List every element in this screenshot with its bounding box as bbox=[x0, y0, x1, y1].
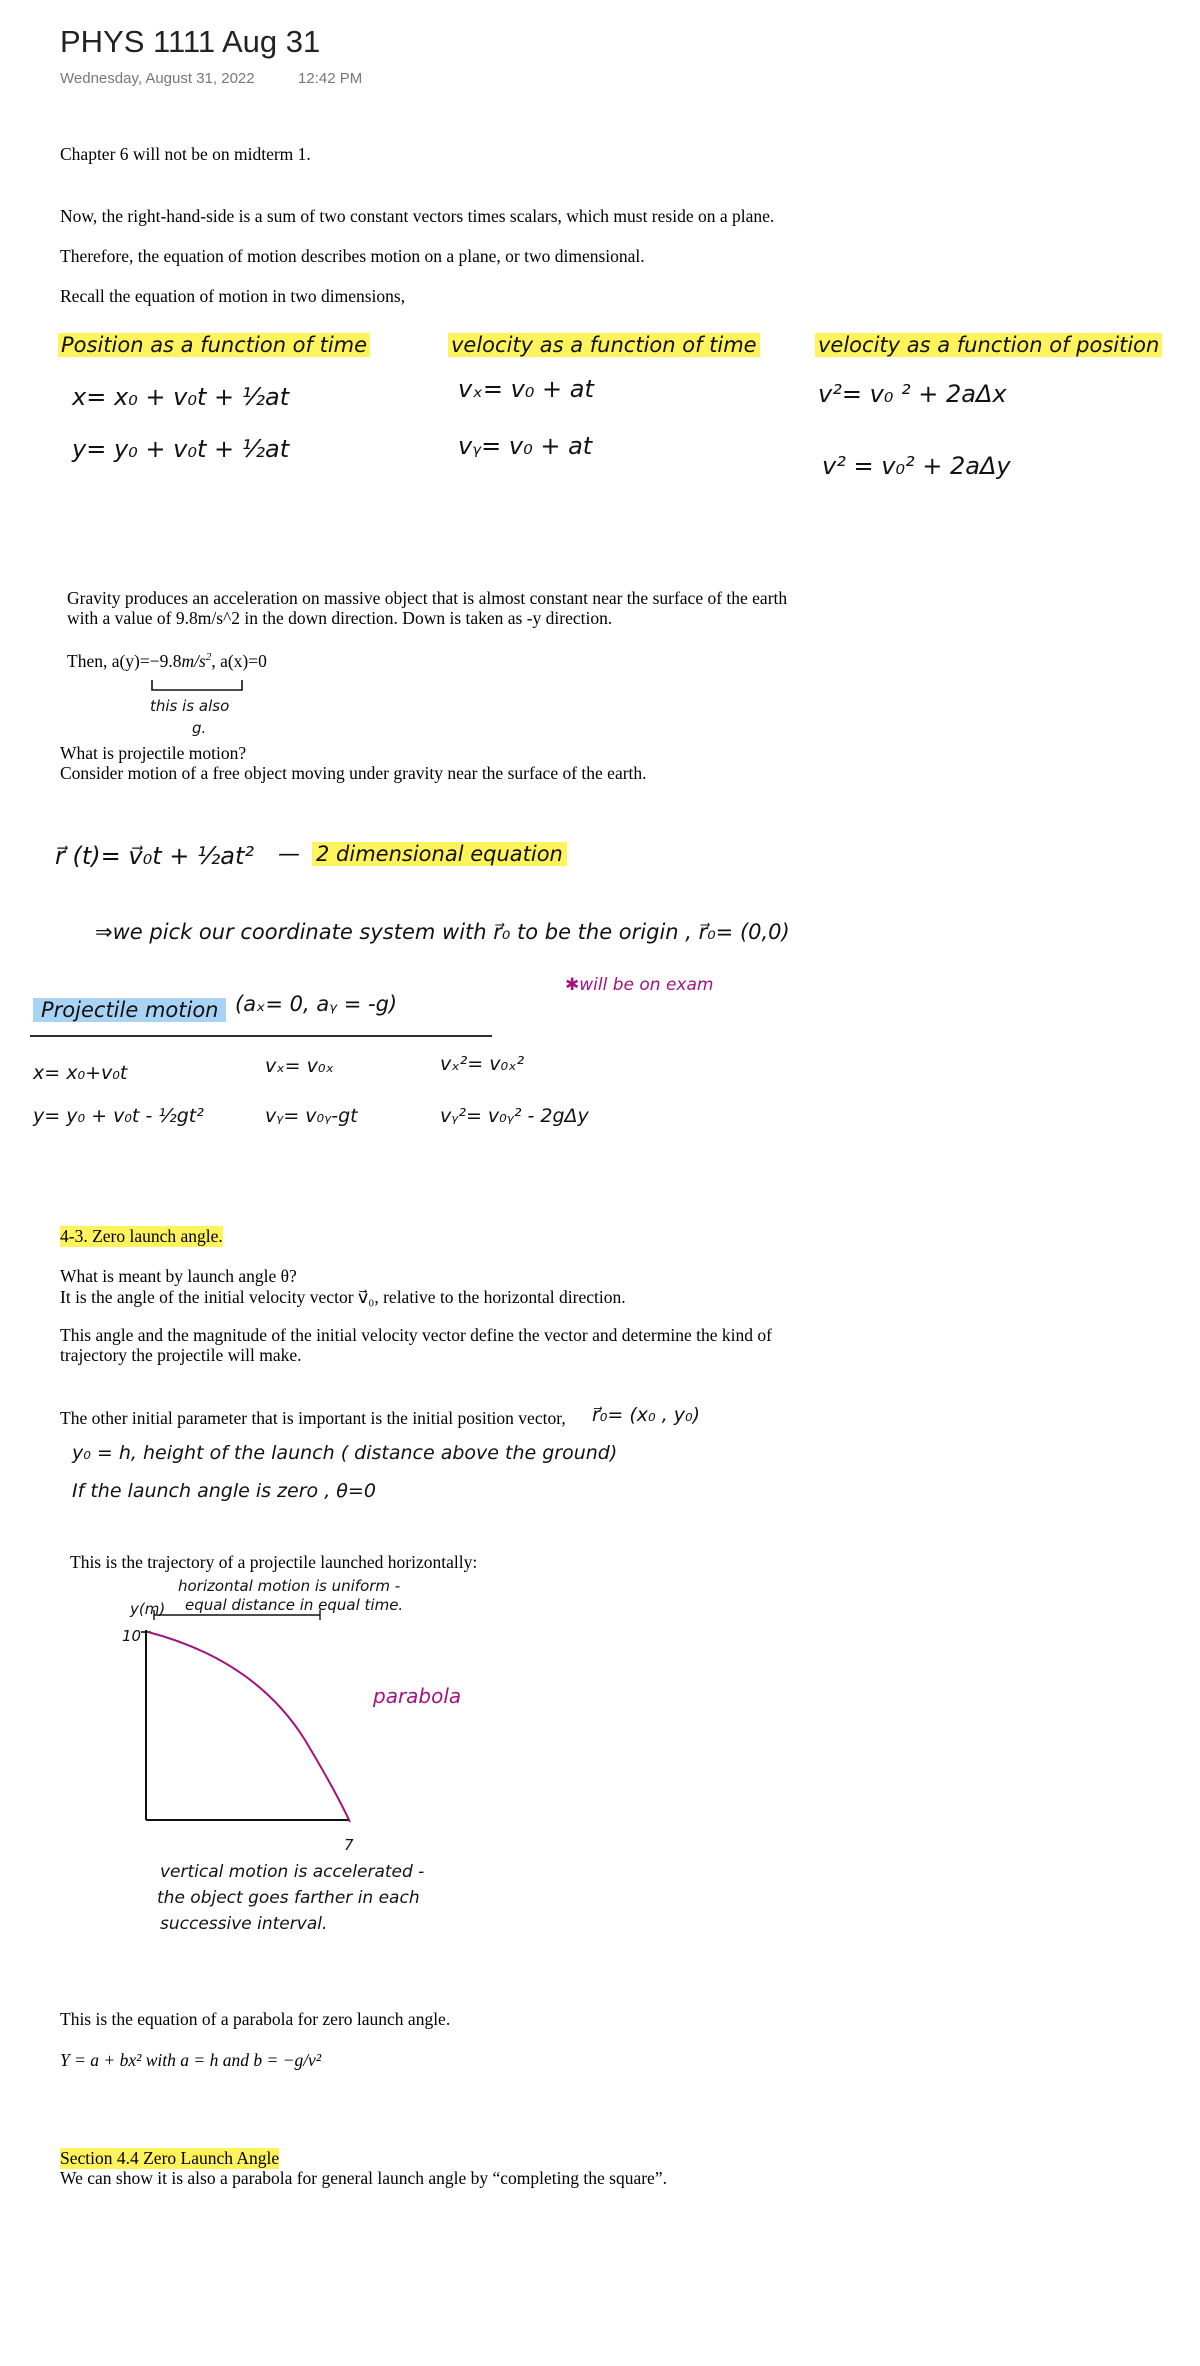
graph-top-note: equal distance in equal time. bbox=[185, 1596, 404, 1614]
note-paragraph: It is the angle of the initial velocity vector v⃗₀, relative to the horizontal direction. bbox=[60, 1287, 626, 1307]
page-date: Wednesday, August 31, 2022 bbox=[60, 70, 255, 87]
note-paragraph: This angle and the magnitude of the initial velocity vector define the vector and determine the kind of bbox=[60, 1325, 772, 1345]
projectile-conditions: (aₓ= 0, aᵧ = -g) bbox=[235, 992, 398, 1016]
coordinate-system-note: ⇒we pick our coordinate system with r⃗₀ to be the origin , r⃗₀= (0,0) bbox=[95, 920, 790, 944]
graph-bottom-note: successive interval. bbox=[160, 1914, 328, 1934]
zero-launch-heading: 4-3. Zero launch angle. bbox=[60, 1226, 223, 1246]
equation-vx-time: vₓ= v₀ + at bbox=[458, 375, 594, 403]
exam-note: ✱will be on exam bbox=[565, 975, 714, 995]
position-vector-equation: r⃗ (t)= v⃗₀t + ½at² bbox=[55, 842, 254, 870]
gravity-bracket bbox=[152, 680, 242, 690]
note-paragraph: Recall the equation of motion in two dimensions, bbox=[60, 286, 406, 306]
gravity-annotation-g: g. bbox=[192, 719, 207, 737]
two-dimensional-label: 2 dimensional equation bbox=[312, 842, 567, 866]
projectile-eq-vx: vₓ= v₀ₓ bbox=[265, 1055, 334, 1077]
page-time: 12:42 PM bbox=[298, 70, 363, 87]
note-paragraph: We can show it is also a parabola for general launch angle by “completing the square”. bbox=[60, 2168, 667, 2188]
note-paragraph: This is the equation of a parabola for zero launch angle. bbox=[60, 2009, 451, 2029]
page-title: PHYS 1111 Aug 31 bbox=[60, 24, 321, 59]
note-paragraph: Now, the right-hand-side is a sum of two constant vectors times scalars, which must reside on a plane. bbox=[60, 206, 775, 226]
graph-y-max-label: 10 bbox=[122, 1627, 142, 1645]
graph-top-note: horizontal motion is uniform - bbox=[178, 1577, 401, 1595]
graph-bottom-note: vertical motion is accelerated - bbox=[160, 1862, 425, 1882]
graph-distance-bracket bbox=[154, 1610, 320, 1620]
column-heading-velocity-position: velocity as a function of position bbox=[815, 333, 1162, 357]
equation-v2-y: v² = v₀² + 2aΔy bbox=[822, 452, 1011, 480]
projectile-eq-vx2: vₓ²= v₀ₓ² bbox=[440, 1053, 525, 1075]
projectile-eq-y: y= y₀ + v₀t - ½gt² bbox=[33, 1105, 204, 1127]
equation-vy-time: vᵧ= v₀ + at bbox=[458, 432, 593, 460]
note-paragraph: Gravity produces an acceleration on massive object that is almost constant near the surface of the earth bbox=[67, 588, 788, 608]
note-paragraph: with a value of 9.8m/s^2 in the down direction. Down is taken as -y direction. bbox=[67, 608, 613, 628]
graph-bottom-note: the object goes farther in each bbox=[157, 1888, 420, 1908]
launch-height-note: y₀ = h, height of the launch ( distance above the ground) bbox=[72, 1442, 618, 1464]
projectile-eq-vy2: vᵧ²= v₀ᵧ² - 2gΔy bbox=[440, 1105, 589, 1127]
note-paragraph: trajectory the projectile will make. bbox=[60, 1345, 302, 1365]
section-4-4-heading: Section 4.4 Zero Launch Angle bbox=[60, 2148, 280, 2168]
gravity-annotation: this is also bbox=[150, 697, 230, 715]
parabola-equation: Y = a + bx² with a = h and b = −g/v² bbox=[60, 2050, 322, 2070]
equation-v2-x: v²= v₀ ² + 2aΔx bbox=[818, 380, 1007, 408]
trajectory-caption: This is the trajectory of a projectile launched horizontally: bbox=[70, 1552, 478, 1572]
initial-position-vector: r⃗₀= (x₀ , y₀) bbox=[592, 1404, 701, 1426]
note-paragraph: Chapter 6 will not be on midterm 1. bbox=[60, 144, 311, 164]
graph-x-end-label: 7 bbox=[344, 1836, 354, 1854]
column-heading-velocity-time: velocity as a function of time bbox=[448, 333, 760, 357]
parabola-label: parabola bbox=[373, 1684, 462, 1708]
zero-angle-note: If the launch angle is zero , θ=0 bbox=[72, 1480, 376, 1502]
gravity-equation: Then, $a(y)=-9.8m/s^2$, a(x)=0 bbox=[67, 651, 267, 671]
note-paragraph: What is meant by launch angle θ? bbox=[60, 1266, 297, 1286]
equation-y-position: y= y₀ + v₀t + ½at bbox=[72, 435, 290, 463]
equation-x-position: x= x₀ + v₀t + ½at bbox=[72, 383, 290, 411]
note-paragraph: The other initial parameter that is important is the initial position vector, bbox=[60, 1408, 566, 1428]
dash: — bbox=[278, 842, 300, 867]
note-paragraph: What is projectile motion? bbox=[60, 743, 247, 763]
projectile-eq-x: x= x₀+v₀t bbox=[33, 1062, 128, 1084]
trajectory-curve bbox=[148, 1632, 350, 1822]
column-heading-position: Position as a function of time bbox=[58, 333, 370, 357]
note-paragraph: Therefore, the equation of motion describes motion on a plane, or two dimensional. bbox=[60, 246, 645, 266]
projectile-eq-vy: vᵧ= v₀ᵧ-gt bbox=[265, 1105, 358, 1127]
graph-y-axis-label: y(m) bbox=[130, 1600, 166, 1618]
note-paragraph: Consider motion of a free object moving under gravity near the surface of the earth. bbox=[60, 763, 647, 783]
projectile-motion-heading: Projectile motion bbox=[33, 998, 226, 1022]
